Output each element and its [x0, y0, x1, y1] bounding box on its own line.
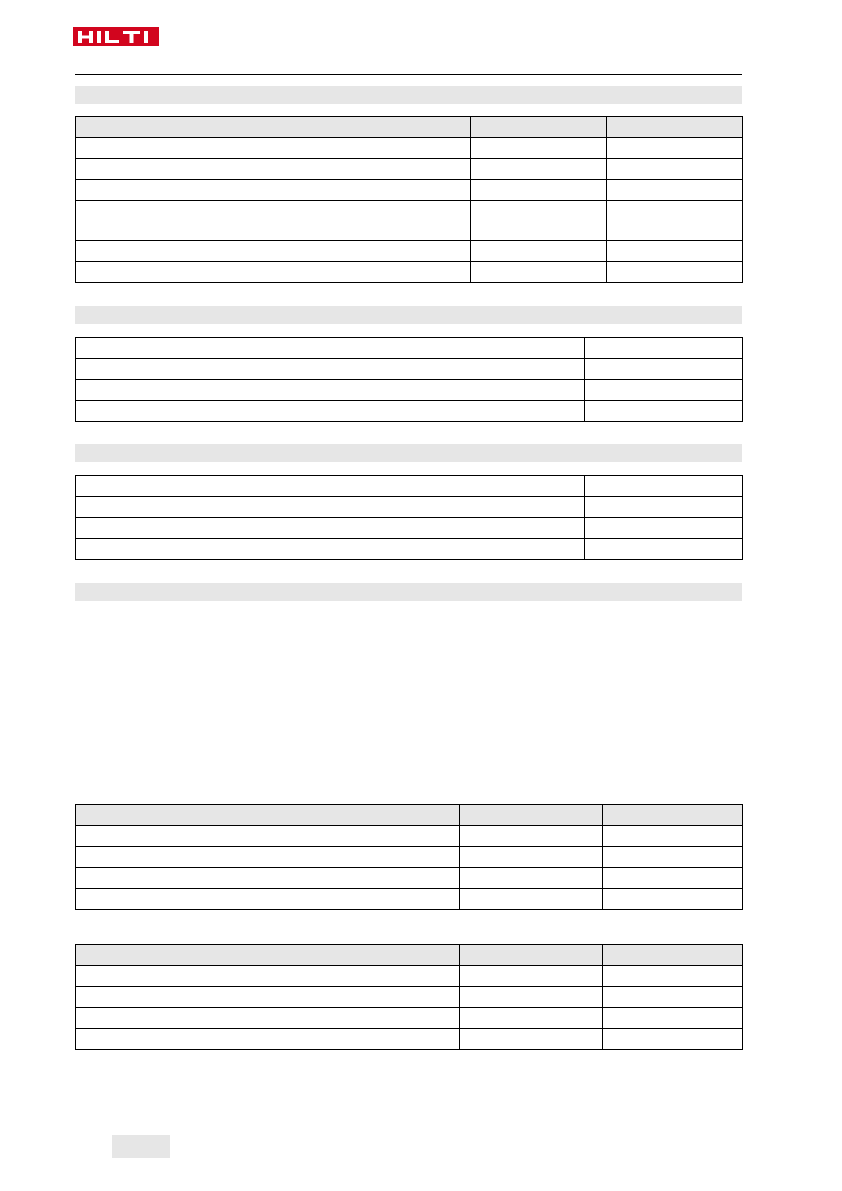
table-row — [76, 180, 743, 201]
table-row — [76, 159, 743, 180]
table-cell — [76, 241, 471, 262]
table-5 — [75, 944, 743, 1050]
table-cell — [471, 138, 607, 159]
hilti-wordmark-icon — [78, 31, 154, 43]
table-cell — [585, 497, 743, 518]
table-cell — [471, 241, 607, 262]
table-cell — [76, 868, 460, 889]
table-cell — [585, 476, 743, 497]
table-row — [76, 1029, 743, 1050]
table-cell — [603, 868, 743, 889]
table-cell — [603, 889, 743, 910]
table-cell — [76, 1029, 460, 1050]
table-row — [76, 241, 743, 262]
table-cell — [607, 159, 743, 180]
table-cell — [585, 518, 743, 539]
table-cell — [607, 241, 743, 262]
table-header-row — [76, 805, 743, 826]
section-band-1 — [75, 86, 742, 104]
table-row — [76, 826, 743, 847]
table-cell — [471, 159, 607, 180]
table-cell — [76, 826, 460, 847]
table-cell — [76, 966, 460, 987]
table-cell — [585, 539, 743, 560]
table-1 — [75, 116, 743, 283]
table-row — [76, 889, 743, 910]
table-cell — [607, 262, 743, 283]
table-cell — [460, 1029, 603, 1050]
table-cell — [585, 401, 743, 422]
table-cell — [603, 1008, 743, 1029]
table-cell — [607, 180, 743, 201]
table-cell — [603, 847, 743, 868]
table-row — [76, 380, 743, 401]
table-cell — [76, 518, 585, 539]
table-cell — [460, 987, 603, 1008]
table-cell — [76, 497, 585, 518]
table-cell — [76, 847, 460, 868]
table-cell — [76, 359, 585, 380]
table-cell — [585, 338, 743, 359]
table-header-cell — [460, 945, 603, 966]
table-cell — [460, 966, 603, 987]
table-header-cell — [471, 117, 607, 138]
page-number-tab — [112, 1135, 170, 1158]
table-header-cell — [76, 117, 471, 138]
table-row — [76, 476, 743, 497]
table-row — [76, 987, 743, 1008]
table-cell — [76, 401, 585, 422]
table-cell — [460, 847, 603, 868]
table-cell — [76, 380, 585, 401]
table-header-row — [76, 945, 743, 966]
section-band-4 — [75, 583, 742, 601]
table-4 — [75, 804, 743, 910]
table-row — [76, 497, 743, 518]
table-cell — [585, 359, 743, 380]
table-row — [76, 201, 743, 241]
table-cell — [76, 987, 460, 1008]
table-row — [76, 518, 743, 539]
table-cell — [471, 201, 607, 241]
table-cell — [76, 159, 471, 180]
table-row — [76, 138, 743, 159]
table-cell — [603, 966, 743, 987]
table-cell — [471, 180, 607, 201]
table-3 — [75, 475, 743, 560]
table-cell — [76, 180, 471, 201]
table-cell — [460, 1008, 603, 1029]
table-cell — [607, 201, 743, 241]
table-header-row — [76, 117, 743, 138]
table-cell — [603, 1029, 743, 1050]
table-cell — [76, 1008, 460, 1029]
table-cell — [460, 889, 603, 910]
table-row — [76, 868, 743, 889]
table-cell — [76, 262, 471, 283]
hilti-logo — [73, 27, 159, 46]
section-band-3 — [75, 444, 742, 462]
table-cell — [460, 826, 603, 847]
table-cell — [585, 380, 743, 401]
table-header-cell — [603, 805, 743, 826]
table-row — [76, 539, 743, 560]
table-header-cell — [76, 805, 460, 826]
table-cell — [460, 868, 603, 889]
table-cell — [76, 338, 585, 359]
table-row — [76, 847, 743, 868]
table-header-cell — [603, 945, 743, 966]
header-rule — [75, 74, 742, 75]
table-cell — [76, 201, 471, 241]
table-header-cell — [76, 945, 460, 966]
table-row — [76, 966, 743, 987]
table-row — [76, 1008, 743, 1029]
section-band-2 — [75, 306, 742, 324]
table-2 — [75, 337, 743, 422]
table-header-cell — [607, 117, 743, 138]
table-cell — [76, 138, 471, 159]
table-cell — [603, 987, 743, 1008]
table-cell — [76, 476, 585, 497]
table-cell — [76, 539, 585, 560]
table-cell — [471, 262, 607, 283]
table-row — [76, 338, 743, 359]
table-row — [76, 359, 743, 380]
table-header-cell — [460, 805, 603, 826]
table-cell — [76, 889, 460, 910]
table-cell — [607, 138, 743, 159]
table-cell — [603, 826, 743, 847]
table-row — [76, 262, 743, 283]
table-row — [76, 401, 743, 422]
